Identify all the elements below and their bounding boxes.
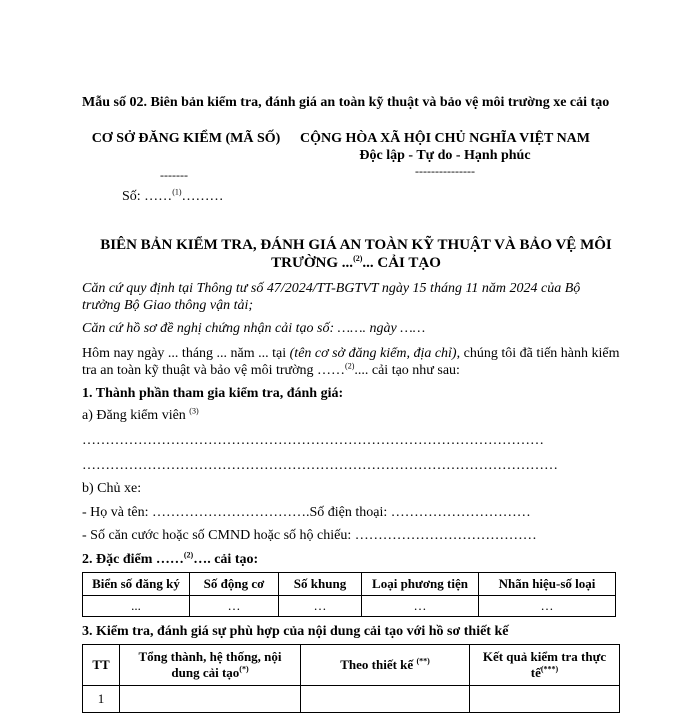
title-part1: BIÊN BẢN KIỂM TRA, ĐÁNH GIÁ AN TOÀN KỸ THUẬT VÀ BẢO VỆ MÔI TRƯỜNG ... (100, 237, 612, 271)
column-header: Số động cơ (190, 573, 279, 596)
motto-divider: --------------- (415, 164, 475, 178)
inspector-label-text: a) Đăng kiểm viên (82, 408, 190, 423)
table-row (83, 686, 620, 713)
vehicle-features-table (82, 572, 616, 617)
footnote-ref: (2) (345, 361, 355, 371)
owner-label: b) Chủ xe: (82, 481, 142, 496)
table-cell (301, 686, 470, 713)
table-cell (120, 686, 301, 713)
table-cell: … (479, 596, 616, 617)
table-cell: … (190, 596, 279, 617)
legal-basis-circular: Căn cứ quy định tại Thông tư số 47/2024/TT-BGTVT ngày 15 tháng 11 năm 2024 của Bộ trưởng Bộ Giao thông vận tải; (82, 281, 581, 313)
intro-paragraph (82, 345, 622, 379)
column-header-result (470, 645, 620, 686)
column-header: Loại phương tiện (362, 573, 479, 596)
owner-id-line: - Số căn cước hoặc số CMND hoặc số hộ chiếu: ………………………………… (82, 528, 537, 543)
table-header-row (83, 645, 620, 686)
footnote-ref: (***) (540, 664, 559, 674)
owner-name-phone-line: - Họ và tên: …………………………….Số điện thoại: ………………………… (82, 505, 531, 520)
intro-part2: , chúng tôi đã tiến hành kiểm tra an toàn kỹ thuật và bảo vệ môi trường …… (82, 346, 620, 378)
table-row (83, 596, 616, 617)
column-header: Biển số đăng ký (83, 573, 190, 596)
intro-place: (tên cơ sở đăng kiểm, địa chỉ) (289, 346, 457, 361)
document-title (86, 236, 626, 272)
section2-heading-part2: …. cải tạo: (193, 552, 259, 567)
national-motto: Độc lập - Tự do - Hạnh phúc (359, 148, 531, 163)
footnote-ref: (*) (239, 664, 249, 674)
inspector-label (82, 408, 199, 424)
section1-heading: 1. Thành phần tham gia kiểm tra, đánh giá: (82, 386, 344, 401)
intro-part3: .... cải tạo như sau: (354, 363, 460, 378)
section3-heading: 3. Kiểm tra, đánh giá sự phù hợp của nội dung cải tạo với hồ sơ thiết kế (82, 624, 509, 639)
section2-heading-part1: 2. Đặc điểm …… (82, 552, 184, 567)
column-header-design-text: Theo thiết kế (340, 657, 417, 672)
country-name: CỘNG HÒA XÃ HỘI CHỦ NGHĨA VIỆT NAM (299, 131, 590, 146)
column-header-design (301, 645, 470, 686)
document-number (122, 189, 224, 205)
footnote-ref: (1) (172, 187, 182, 197)
column-header-component-text: Tổng thành, hệ thống, nội dung cải tạo (138, 649, 282, 680)
inspector-dots-line-1: ……………………………………………………………………………………… (82, 433, 544, 448)
footnote-ref: (3) (189, 406, 199, 416)
column-header-component (120, 645, 301, 686)
document-number-tail: ……… (181, 189, 224, 204)
footnote-ref: (2) (353, 254, 363, 263)
column-header: Số khung (279, 573, 362, 596)
column-header-result-text: Kết quả kiểm tra thực tế (482, 649, 607, 680)
column-header-tt: TT (83, 645, 120, 686)
footnote-ref: (**) (416, 656, 430, 666)
inspector-dots-line-2: ………………………………………………………………………………………… (82, 458, 558, 473)
section2-heading (82, 552, 258, 568)
conformity-check-table (82, 644, 620, 713)
column-header: Nhãn hiệu-số loại (479, 573, 616, 596)
intro-part1: Hôm nay ngày ... tháng ... năm ... tại (82, 346, 290, 361)
row-number: 1 (83, 686, 120, 713)
form-title: Mẫu số 02. Biên bản kiểm tra, đánh giá an toàn kỹ thuật và bảo vệ môi trường xe cải tạo (82, 95, 610, 110)
document-number-label: Số: …… (122, 189, 173, 204)
legal-basis-dossier: Căn cứ hồ sơ đề nghị chứng nhận cải tạo số: ……. ngày …… (82, 321, 426, 336)
table-cell: ... (83, 596, 190, 617)
table-cell: … (362, 596, 479, 617)
title-part2: ... CẢI TẠO (362, 255, 441, 271)
agency-divider: ------- (160, 168, 188, 182)
table-cell: … (279, 596, 362, 617)
table-header-row (83, 573, 616, 596)
table-cell (470, 686, 620, 713)
agency-name: CƠ SỞ ĐĂNG KIỂM (MÃ SỐ) (91, 131, 281, 146)
footnote-ref: (2) (183, 550, 194, 560)
